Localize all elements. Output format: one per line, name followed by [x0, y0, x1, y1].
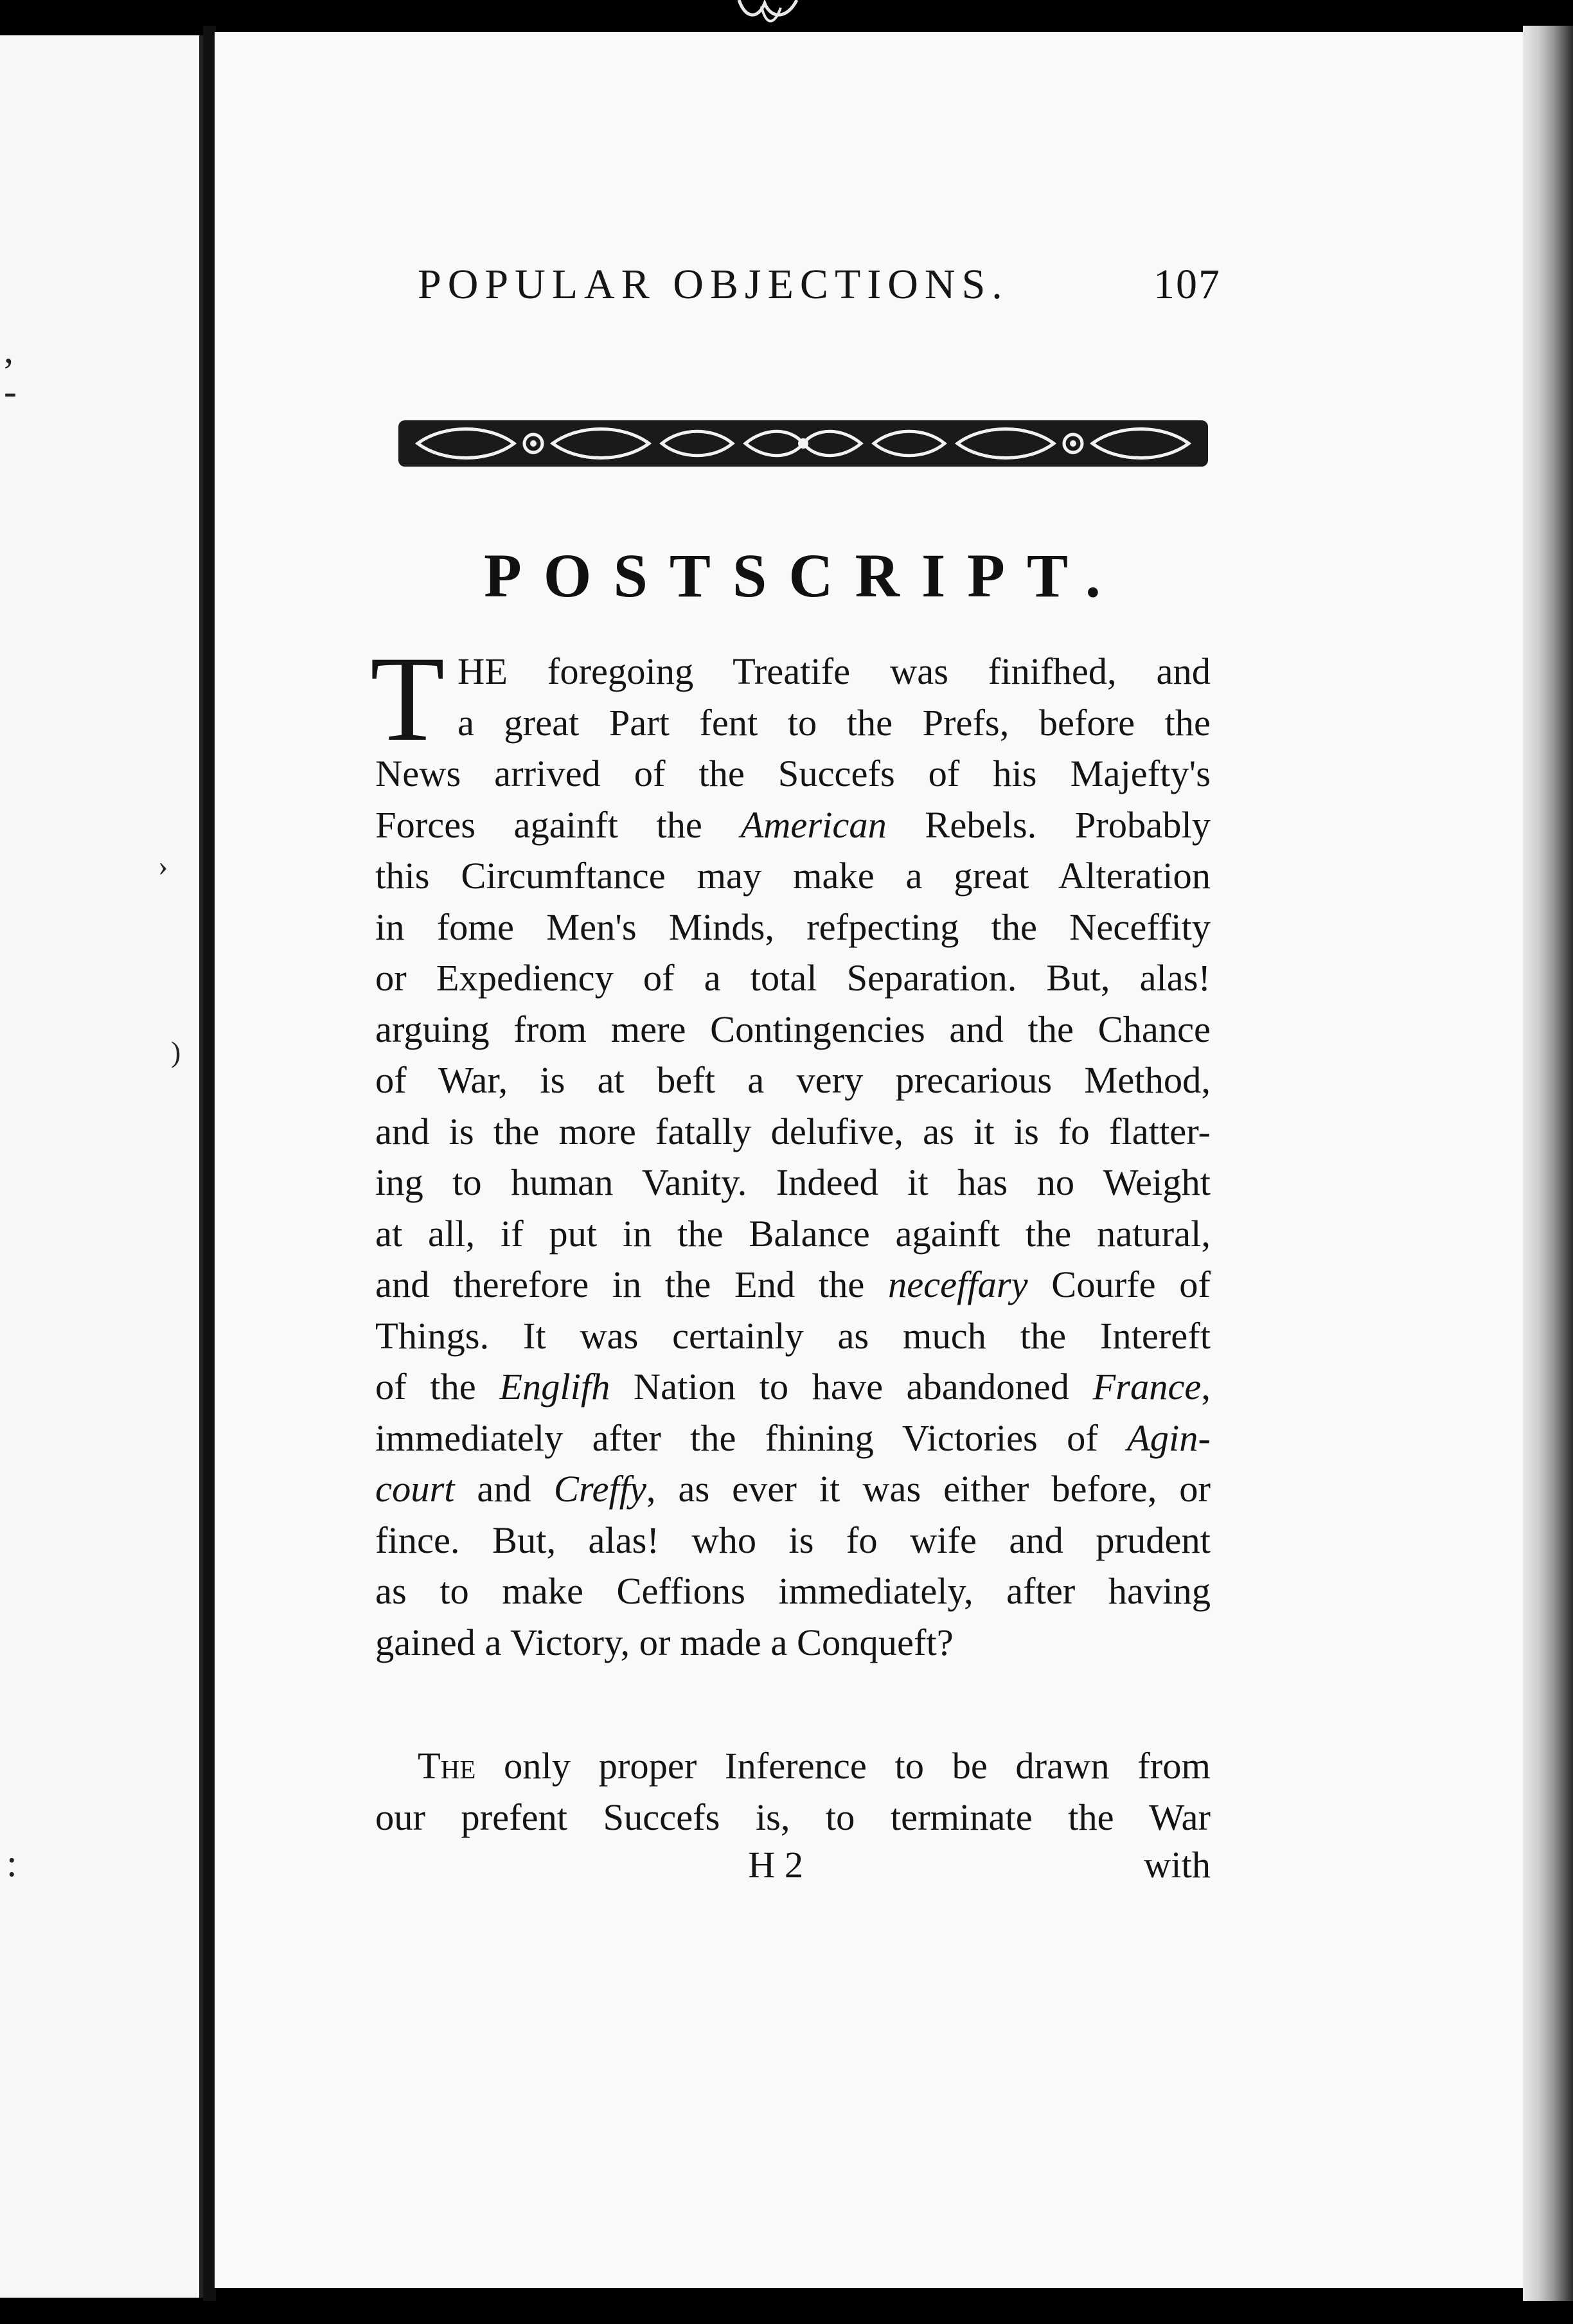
text-line: this Circumftance may make a great Alteration [375, 855, 1211, 897]
text-line: and is the more fatally delufive, as it is fo flatter- [375, 1110, 1211, 1152]
margin-fragment: - [4, 370, 17, 413]
page-number: 107 [1153, 261, 1221, 308]
paragraph-1 [370, 632, 1211, 1668]
text-line: in fome Men's Minds, refpecting the Neceffity [375, 906, 1211, 948]
running-head-title: POPULAR OBJECTIONS. [418, 261, 1009, 308]
paragraph-2-lines [375, 1740, 1211, 1843]
section-heading: POSTSCRIPT. [484, 541, 1123, 610]
paragraph-2 [375, 1740, 1211, 1843]
italic-text: neceffary [887, 1264, 1028, 1305]
italic-text: Agin- [1127, 1417, 1211, 1459]
text-line: immediately after the fhining Victories of Agin- [375, 1417, 1211, 1459]
text-line: court and Creffy, as ever it was either before, or [375, 1468, 1211, 1510]
signature-mark: H 2 [748, 1844, 804, 1886]
text-line: of War, is at beft a very precarious Method, [375, 1059, 1211, 1101]
lead-word: The [418, 1745, 476, 1787]
italic-text: American [740, 803, 887, 846]
text-line: The only proper Inference to be drawn from [418, 1745, 1211, 1787]
text-line: arguing from mere Contingencies and the Chance [375, 1008, 1211, 1050]
text-line: gained a Victory, or made a Conqueft? [375, 1621, 954, 1663]
gutter [203, 26, 216, 2301]
margin-fragment: : [6, 1842, 17, 1884]
italic-text: Creffy [553, 1468, 646, 1510]
text-line: of the Englifh Nation to have abandoned France, [375, 1366, 1211, 1408]
text-line: ing to human Vanity. Indeed it has no Weight [375, 1161, 1211, 1203]
margin-fragment: ) [171, 1035, 181, 1068]
text-line: fince. But, alas! who is fo wife and prudent [375, 1519, 1211, 1561]
text-line: News arrived of the Succefs of his Majefty's [375, 753, 1211, 794]
catchword: with [1143, 1844, 1211, 1886]
running-head [418, 260, 1221, 309]
italic-text: court [375, 1468, 455, 1510]
text-line: and therefore in the End the neceffary Courfe of [375, 1264, 1211, 1305]
paragraph-1-lines [375, 646, 1211, 1668]
text-line: Things. It was certainly as much the Intereft [375, 1314, 1211, 1357]
text-line: HE foregoing Treatife was finifhed, and [458, 650, 1211, 692]
left-facing-page [0, 35, 203, 2298]
text-line: a great Part fent to the Prefs, before the [458, 701, 1211, 744]
text-line: at all, if put in the Balance againft the natural, [375, 1212, 1211, 1255]
italic-text: France [1092, 1366, 1202, 1408]
margin-fragment: , [4, 328, 13, 371]
left-page-margin-marks [0, 35, 199, 2298]
text-line: our prefent Succefs is, to terminate the War [375, 1796, 1211, 1838]
margin-fragment: › [158, 849, 168, 882]
drop-cap: T [370, 632, 445, 767]
text-line: as to make Ceffions immediately, after having [375, 1570, 1211, 1612]
text-line: or Expediency of a total Separation. But, alas! [375, 957, 1211, 999]
italic-text: Englifh [499, 1366, 610, 1408]
binding-thread-icon [726, 0, 810, 32]
text-line: Forces againft the American Rebels. Probably [375, 803, 1211, 846]
ornamental-rule-icon [398, 418, 1208, 469]
page-edge-shadow [1523, 26, 1573, 2301]
